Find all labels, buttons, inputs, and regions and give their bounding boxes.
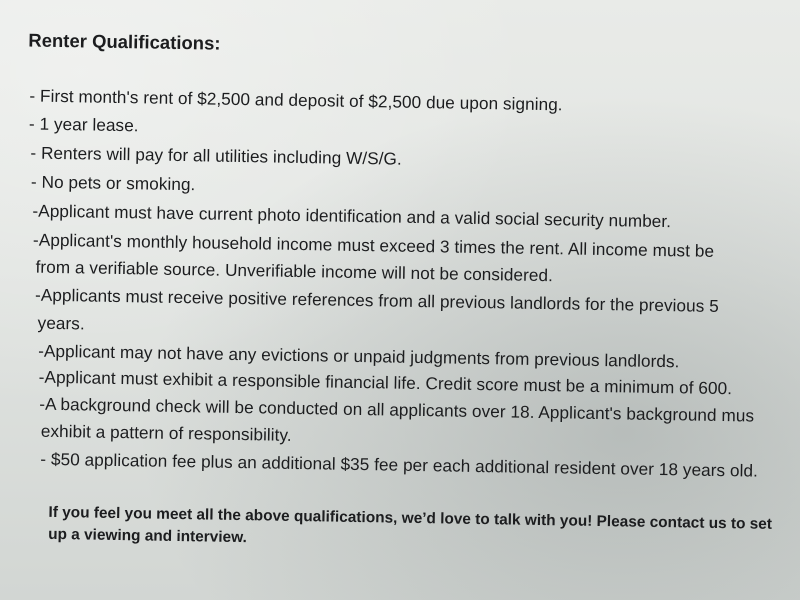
closing-statement: If you feel you meet all the above qualifications, we’d love to talk with you! Please contact us to set up a viewing and interview. [48, 503, 773, 547]
qualification-line: - 1 year lease. [28, 113, 139, 136]
qualification-line: -Applicants must receive positive references from all previous landlords for the previous 5 [34, 284, 719, 316]
qualification-line-continuation: from a verifiable source. Unverifiable income will not be considered. [35, 256, 554, 286]
qualification-line: - First month's rent of $2,500 and deposit of $2,500 due upon signing. [29, 85, 563, 115]
document-heading: Renter Qualifications: [28, 29, 221, 54]
qualification-line: -Applicant must have current photo identification and a valid social security number. [32, 200, 672, 232]
qualification-line-continuation: exhibit a pattern of responsibility. [40, 420, 292, 445]
qualification-line: -A background check will be conducted on all applicants over 18. Applicant's background mus [39, 393, 755, 426]
qualification-line: - Renters will pay for all utilities including W/S/G. [30, 142, 402, 169]
qualification-line-continuation: years. [37, 312, 85, 334]
qualification-line: -Applicant may not have any evictions or unpaid judgments from previous landlords. [38, 340, 680, 372]
qualification-line: - No pets or smoking. [30, 171, 196, 195]
qualification-line: - $50 application fee plus an additional $35 fee per each additional resident over 18 years old. [40, 448, 759, 481]
qualification-line: -Applicant must exhibit a responsible financial life. Credit score must be a minimum of 600. [38, 366, 733, 399]
qualification-line: -Applicant's monthly household income must exceed 3 times the rent. All income must be [32, 229, 715, 261]
